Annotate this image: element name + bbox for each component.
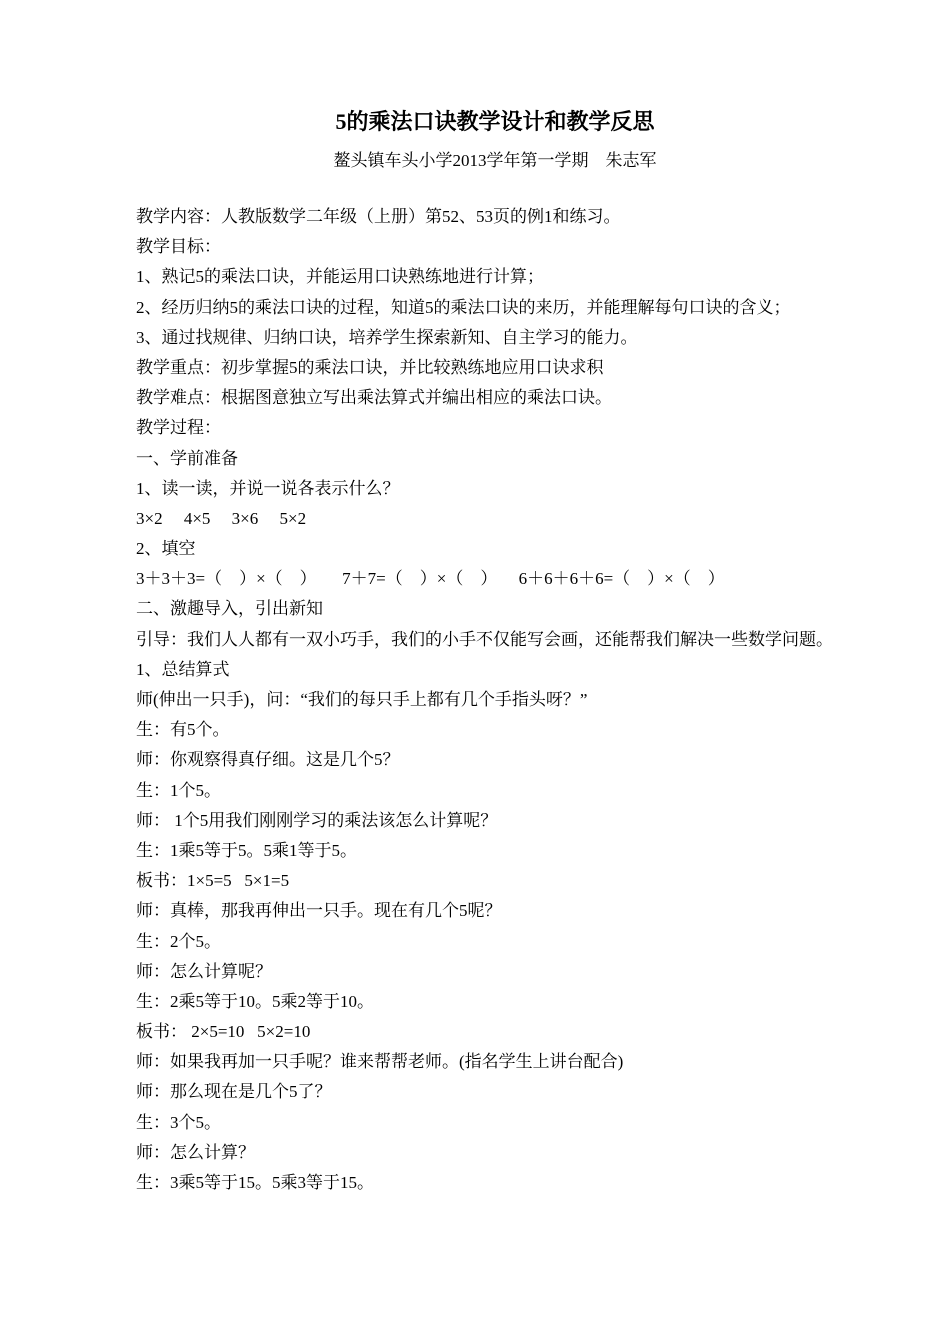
teaching-content: 教学内容：人教版数学二年级（上册）第52、53页的例1和练习。 [136, 207, 621, 226]
document-body [136, 202, 862, 1198]
dialogue-line: 生：2个5。 [136, 931, 221, 951]
dialogue-line: 师：怎么计算？ [136, 1142, 255, 1162]
dialogue-line: 生：3个5。 [136, 1112, 221, 1132]
exercise-expressions: 3×2 4×5 3×6 5×2 [136, 508, 307, 528]
document-subtitle: 鳌头镇车头小学2013学年第一学期 朱志军 [333, 151, 657, 170]
teaching-key-point: 教学重点：初步掌握5的乘法口诀，并比较熟练地应用口诀求积 [136, 357, 604, 377]
goal-item: 2、经历归纳5的乘法口诀的过程，知道5的乘法口诀的来历，并能理解每句口诀的含义； [136, 297, 791, 317]
goal-item: 1、熟记5的乘法口诀，并能运用口诀熟练地进行计算； [136, 267, 544, 287]
intro-paragraph: 引导：我们人人都有一双小巧手，我们的小手不仅能写会画，还能帮我们解决一些数学问题。 [136, 629, 833, 649]
board-note: 板书：1×5=5 5×1=5 [136, 871, 290, 891]
dialogue-line: 生：有5个。 [136, 720, 230, 740]
sub-heading: 1、总结算式 [136, 659, 230, 679]
dialogue-line: 师：那么现在是几个5了？ [136, 1082, 332, 1102]
dialogue-line: 生：2乘5等于10。5乘2等于10。 [136, 991, 374, 1011]
document-title: 5的乘法口诀教学设计和教学反思 [335, 109, 655, 134]
exercise-item: 2、填空 [136, 539, 196, 559]
dialogue-line: 师：如果我再加一只手呢？谁来帮帮老师。(指名学生上讲台配合) [136, 1052, 624, 1072]
dialogue-line: 师(伸出一只手)，问：“我们的每只手上都有几个手指头呀？” [136, 690, 588, 710]
section-heading: 一、学前准备 [136, 448, 238, 468]
fill-blank-expressions: 3＋3＋3=（ ）×（ ） 7＋7=（ ）×（ ） 6＋6＋6＋6=（ ）×（ ） [136, 569, 725, 589]
dialogue-line: 生：1乘5等于5。5乘1等于5。 [136, 840, 357, 860]
teaching-goals-heading: 教学目标： [136, 237, 221, 257]
dialogue-line: 师：怎么计算呢？ [136, 961, 272, 981]
dialogue-line: 师： 1个5用我们刚刚学习的乘法该怎么计算呢？ [136, 810, 498, 830]
teaching-difficulty: 教学难点：根据图意独立写出乘法算式并编出相应的乘法口诀。 [136, 388, 612, 408]
dialogue-line: 生：3乘5等于15。5乘3等于15。 [136, 1173, 374, 1193]
dialogue-line: 生：1个5。 [136, 780, 221, 800]
dialogue-line: 师：你观察得真仔细。这是几个5？ [136, 750, 400, 770]
section-heading: 二、激趣导入，引出新知 [136, 599, 323, 619]
board-note: 板书： 2×5=10 5×2=10 [136, 1022, 311, 1042]
teaching-process-heading: 教学过程： [136, 418, 221, 438]
dialogue-line: 师：真棒，那我再伸出一只手。现在有几个5呢？ [136, 901, 502, 921]
goal-item: 3、通过找规律、归纳口诀，培养学生探索新知、自主学习的能力。 [136, 327, 638, 347]
exercise-item: 1、读一读，并说一说各表示什么？ [136, 478, 400, 498]
